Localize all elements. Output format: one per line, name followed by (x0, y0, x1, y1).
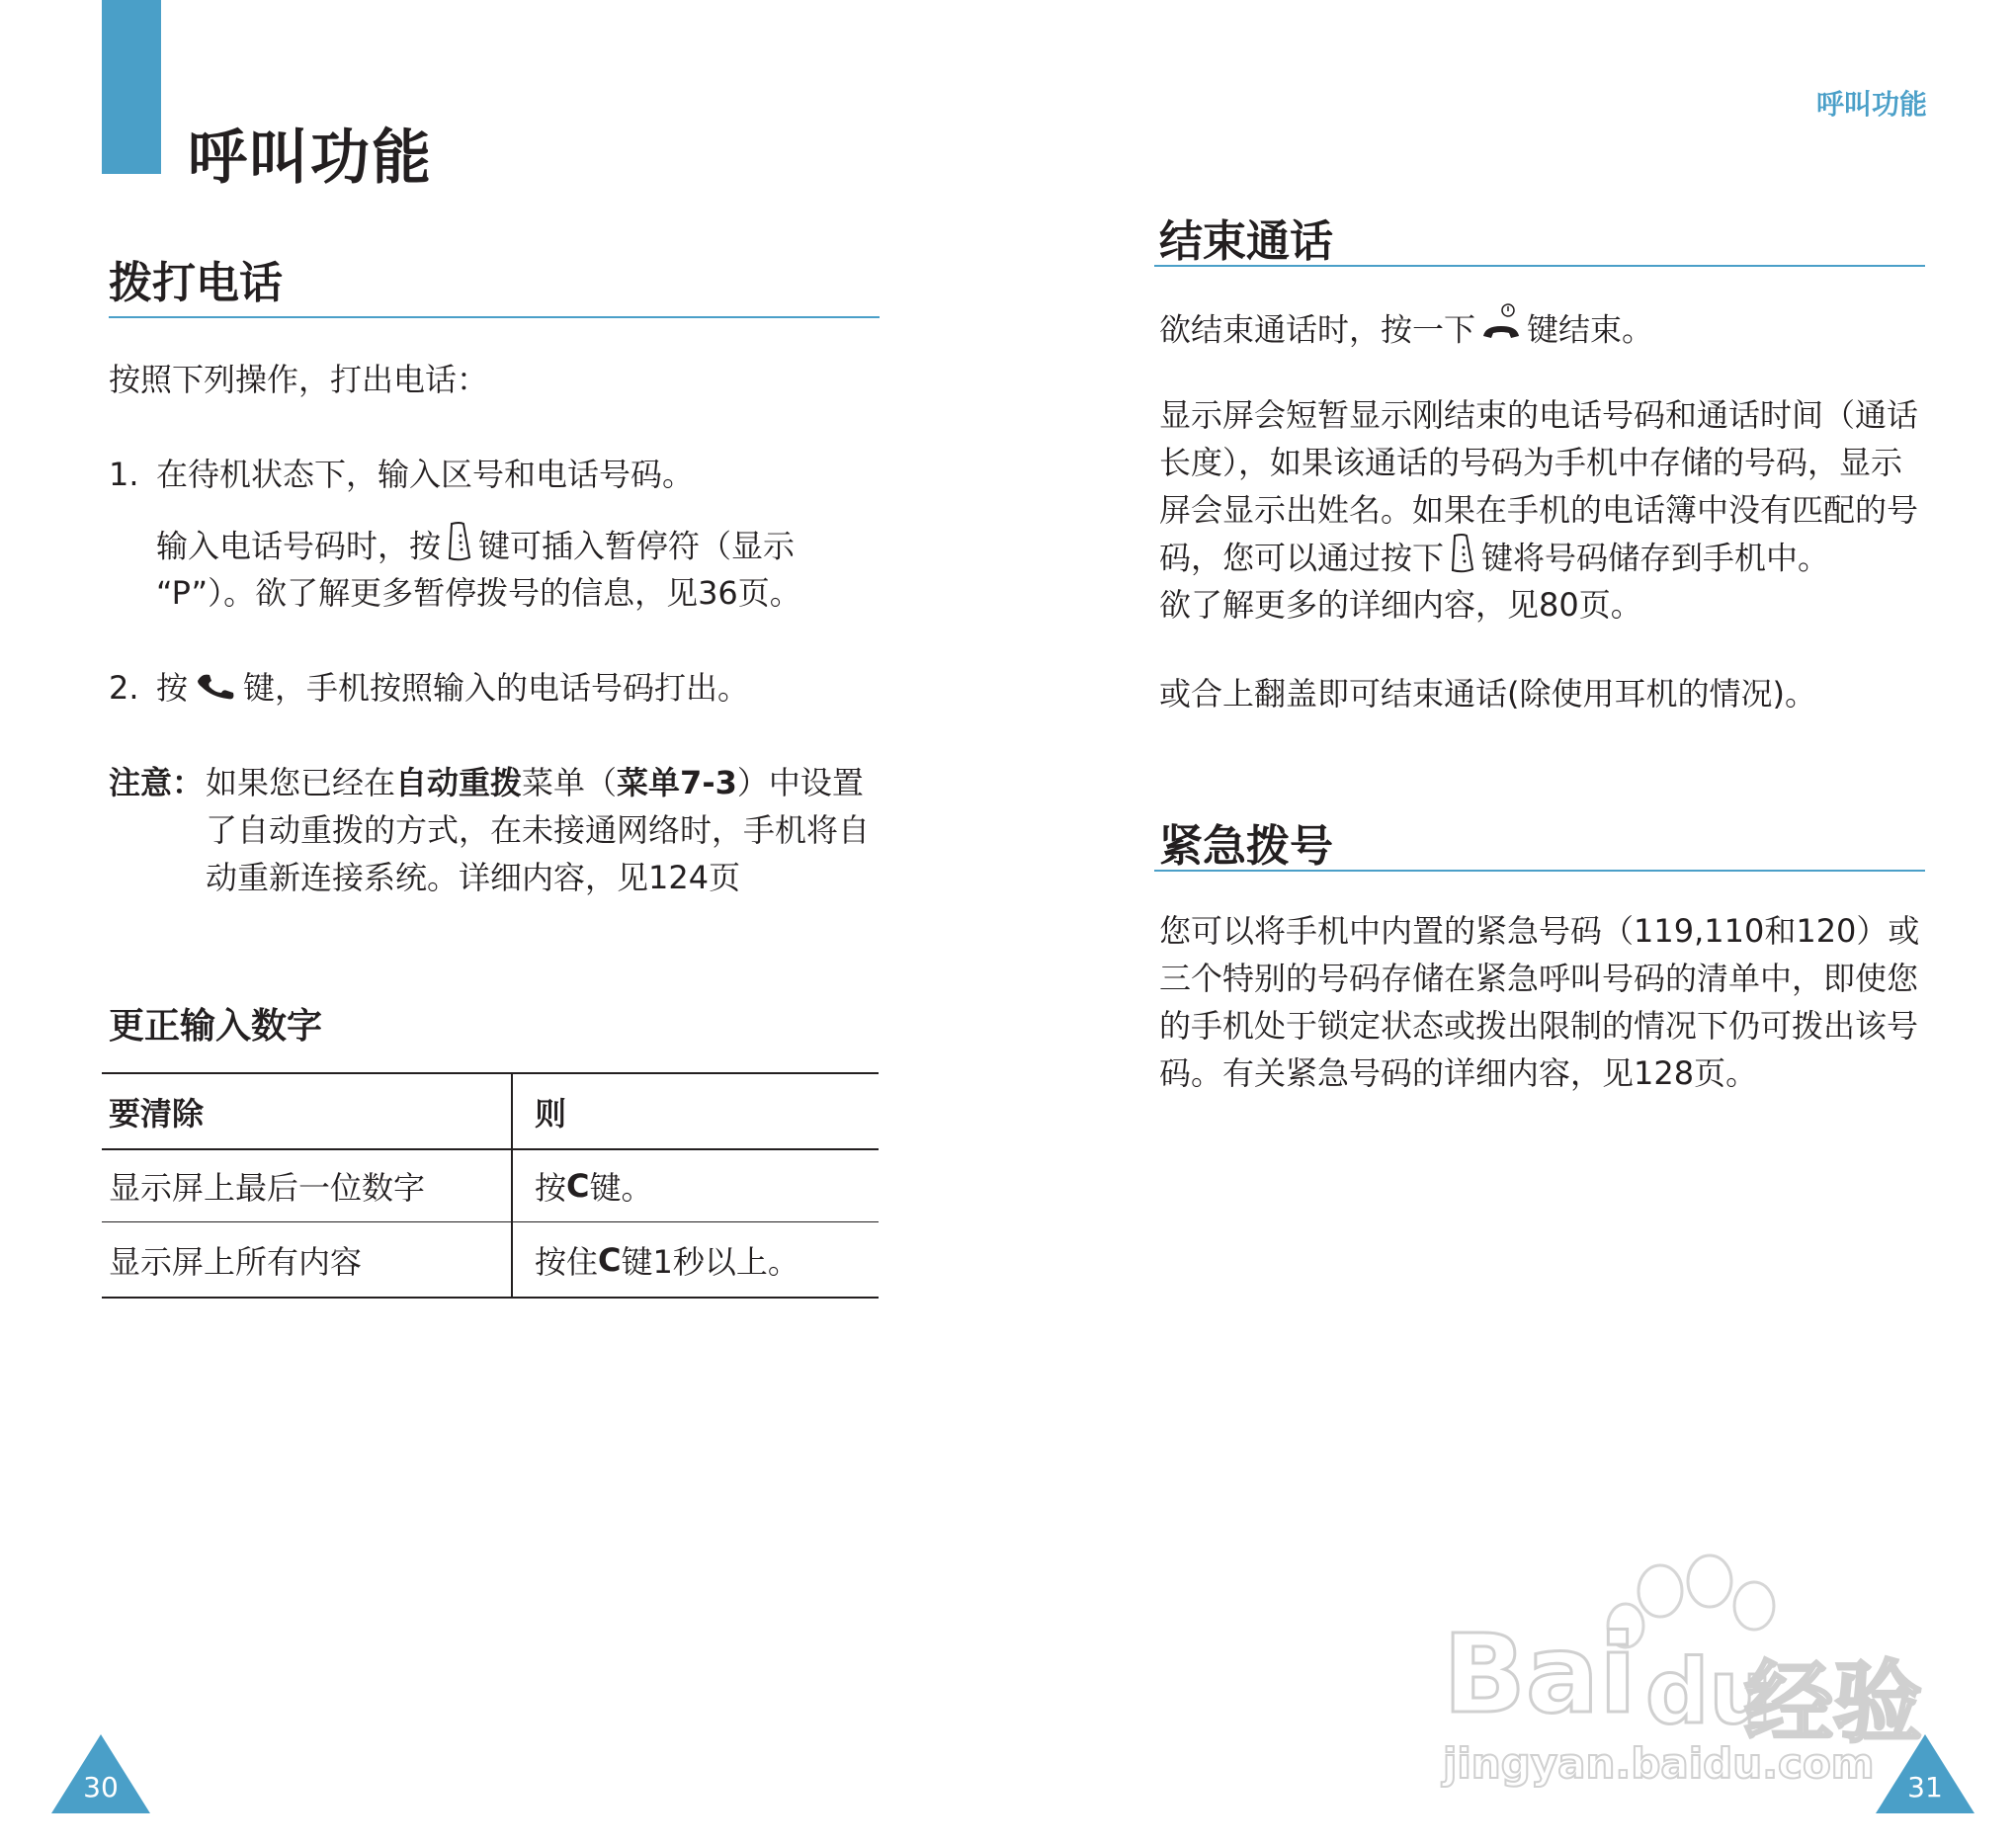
note-line1 (206, 759, 864, 806)
step1-detail-b: 键可插入暂停符（显示 (478, 527, 796, 565)
note-line1-e: ）中设置 (736, 764, 864, 801)
baidu-watermark (1423, 1552, 1937, 1789)
table-header-cell: 则 (535, 1094, 567, 1133)
action-c: 键。 (589, 1169, 653, 1207)
step1-detail-line1 (156, 522, 795, 574)
key-name: C (566, 1167, 590, 1205)
page-number-left: 30 (83, 1771, 119, 1804)
end-call-para-line3: 屏会显示出姓名。如果在手机的电话簿中没有匹配的号 (1159, 491, 1919, 529)
section-rule (1154, 870, 1925, 872)
end-call-para-line4 (1159, 534, 1829, 586)
intro-text: 按照下列操作，打出电话： (109, 361, 489, 398)
table-cell (513, 1222, 879, 1297)
note-menu-name: 自动重拨 (395, 764, 523, 801)
phone-end-icon (1481, 302, 1521, 361)
end-call-text-b: 键结束。 (1527, 310, 1654, 349)
side-key-icon (447, 522, 472, 574)
note-line2: 了自动重拨的方式，在未接通网络时，手机将自 (206, 811, 871, 849)
watermark-brand-2: du (1645, 1640, 1773, 1744)
correction-table (102, 1072, 879, 1299)
emergency-line3: 的手机处于锁定状态或拨出限制的情况下仍可拨出该号 (1159, 1007, 1919, 1045)
end-call-para-line2: 长度），如果该通话的号码为手机中存储的号码，显示 (1159, 444, 1903, 481)
section-title-dialing: 拨打电话 (109, 258, 283, 308)
action-a: 按住 (535, 1242, 599, 1281)
step1-detail-a: 输入电话号码时，按 (156, 527, 442, 565)
end-call-text (1159, 302, 1653, 361)
table-cell (513, 1150, 879, 1221)
watermark-suffix: 经验 (1744, 1651, 1922, 1755)
table-row (102, 1222, 879, 1299)
section-rule (109, 316, 880, 318)
table-header-row (102, 1074, 879, 1150)
emergency-line4: 码。有关紧急号码的详细内容，见128页。 (1159, 1054, 1758, 1092)
action-c: 键1秒以上。 (621, 1242, 799, 1281)
table-cell: 显示屏上最后一位数字 (102, 1150, 513, 1221)
note-line1-a: 如果您已经在 (206, 764, 396, 801)
section-title-end-call: 结束通话 (1159, 216, 1333, 267)
end-call-para-line4-b: 键将号码储存到手机中。 (1481, 539, 1830, 577)
action-a: 按 (535, 1169, 567, 1207)
section-rule (1154, 265, 1925, 267)
emergency-line2: 三个特别的号码存储在紧急呼叫号码的清单中，即使您 (1159, 960, 1919, 997)
emergency-line1: 您可以将手机中内置的紧急号码（119,110和120）或 (1159, 912, 1920, 950)
note-line3: 动重新连接系统。详细内容，见124页 (206, 859, 741, 896)
side-key-icon (1450, 534, 1475, 586)
running-head: 呼叫功能 (1815, 88, 1927, 121)
table-row (102, 1150, 879, 1222)
key-name: C (598, 1240, 622, 1279)
step1-detail-line2: “P”）。欲了解更多暂停拨号的信息，见36页。 (156, 574, 801, 612)
step-number: 1. (109, 456, 139, 493)
note-line1-c: 菜单（ (522, 764, 618, 801)
note-menu-code: 菜单7-3 (617, 764, 737, 801)
note-label: 注意： (109, 764, 205, 801)
step1-text: 在待机状态下，输入区号和电话号码。 (156, 456, 695, 493)
chapter-accent-bar (102, 0, 161, 174)
step2-text-b: 键，手机按照输入的电话号码打出。 (243, 669, 750, 707)
watermark-brand: Bai (1443, 1611, 1637, 1737)
end-call-text-a: 欲结束通话时，按一下 (1159, 310, 1476, 349)
section-title-emergency: 紧急拨号 (1159, 821, 1333, 872)
table-cell: 显示屏上所有内容 (102, 1222, 513, 1297)
page-number-right: 31 (1907, 1771, 1943, 1804)
watermark-url: jingyan.baidu.com (1443, 1739, 1875, 1788)
end-call-para-line4-a: 码，您可以通过按下 (1159, 539, 1445, 577)
step2-text-a: 按 (156, 669, 189, 707)
subsection-title: 更正输入数字 (109, 1006, 323, 1047)
step-number: 2. (109, 669, 139, 707)
table-header-cell: 要清除 (102, 1074, 513, 1148)
chapter-title: 呼叫功能 (188, 124, 433, 193)
end-call-para-line5: 欲了解更多的详细内容，见80页。 (1159, 586, 1642, 624)
end-call-para-line1: 显示屏会短暂显示刚结束的电话号码和通话时间（通话 (1159, 396, 1919, 434)
phone-send-icon (194, 666, 237, 713)
end-call-flip-text: 或合上翻盖即可结束通话(除使用耳机的情况)。 (1159, 675, 1816, 713)
step2-text (156, 664, 749, 713)
